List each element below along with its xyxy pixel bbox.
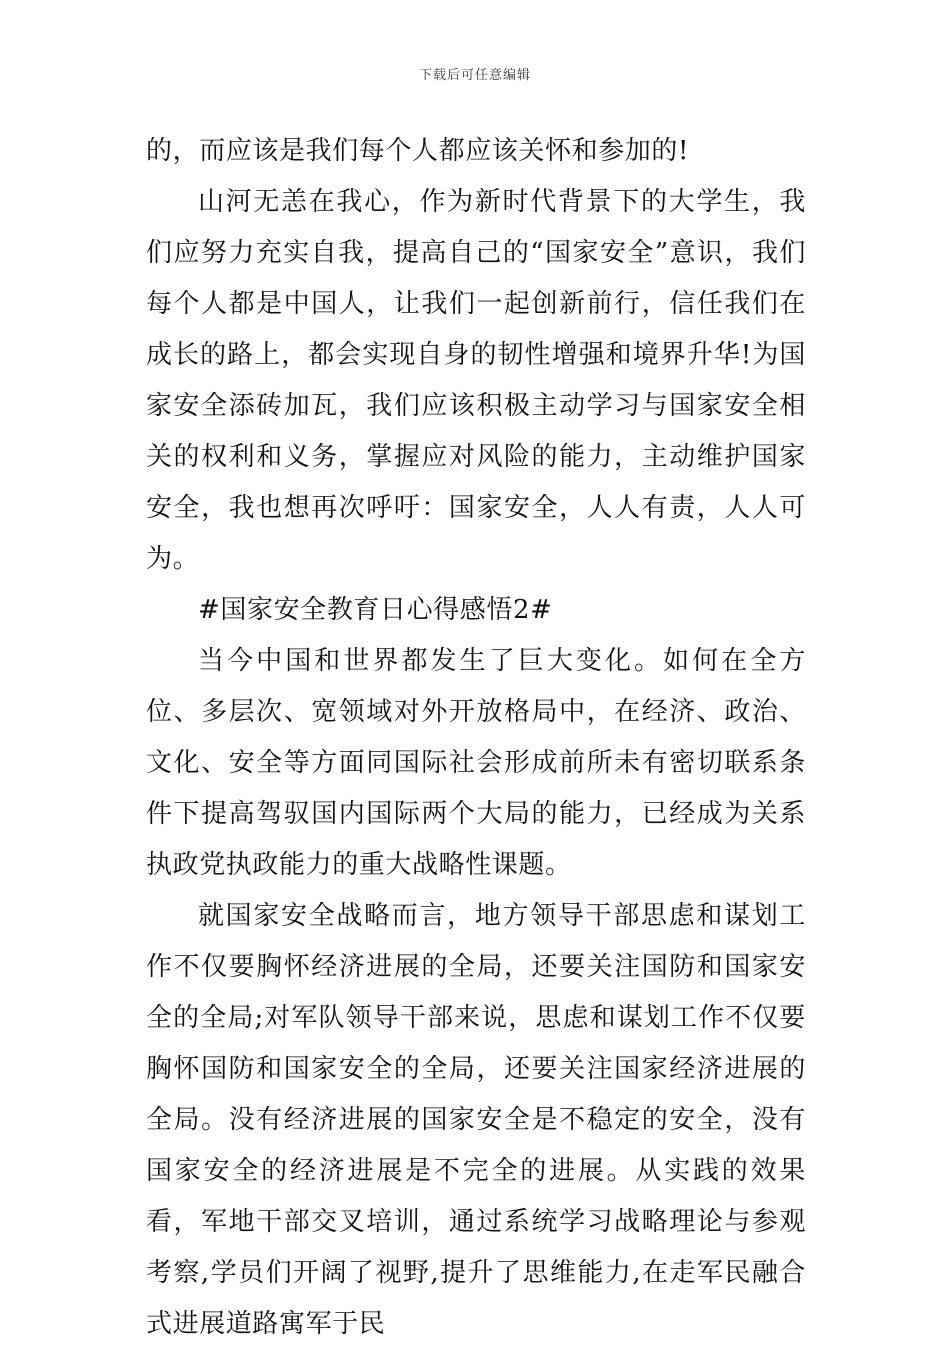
paragraph-2: 山河无恙在我心，作为新时代背景下的大学生，我们应努力充实自我，提高自己的“国家安全”意识，我们每个人都是中国人，让我们一起创新前行，信任我们在成长的路上，都会实现自身的韧性增强和境界升华!为国家安全添砖加瓦，我们应该积极主动学习与国家安全相关的权利和义务，掌握应对风险的能力，主动维护国家安全，我也想再次呼吁：国家安全，人人有责，人人可为。 [146,187,806,574]
paragraph-3: 当今中国和世界都发生了巨大变化。如何在全方位、多层次、宽领域对外开放格局中，在经济、政治、文化、安全等方面同国际社会形成前所未有密切联系条件下提高驾驭国内国际两个大局的能力，已经成为关系执政党执政能力的重大战略性课题。 [146,646,806,880]
document-body [146,126,806,1350]
section-heading: #国家安全教育日心得感悟2# [198,595,553,625]
page-header: 下载后可任意编辑 [418,68,531,83]
paragraph-1: 的，而应该是我们每个人都应该关怀和参加的! [146,136,690,166]
paragraph-4: 就国家安全战略而言，地方领导干部思虑和谋划工作不仅要胸怀经济进展的全局，还要关注国防和国家安全的全局;对军队领导干部来说，思虑和谋划工作不仅要胸怀国防和国家安全的全局，还要关注国家经济进展的全局。没有经济进展的国家安全是不稳定的安全，没有国家安全的经济进展是不完全的进展。从实践的效果看，军地干部交叉培训，通过系统学习战略理论与参观考察,学员们开阔了视野,提升了思维能力,在走军民融合式进展道路寓军于民 [146,901,806,1339]
